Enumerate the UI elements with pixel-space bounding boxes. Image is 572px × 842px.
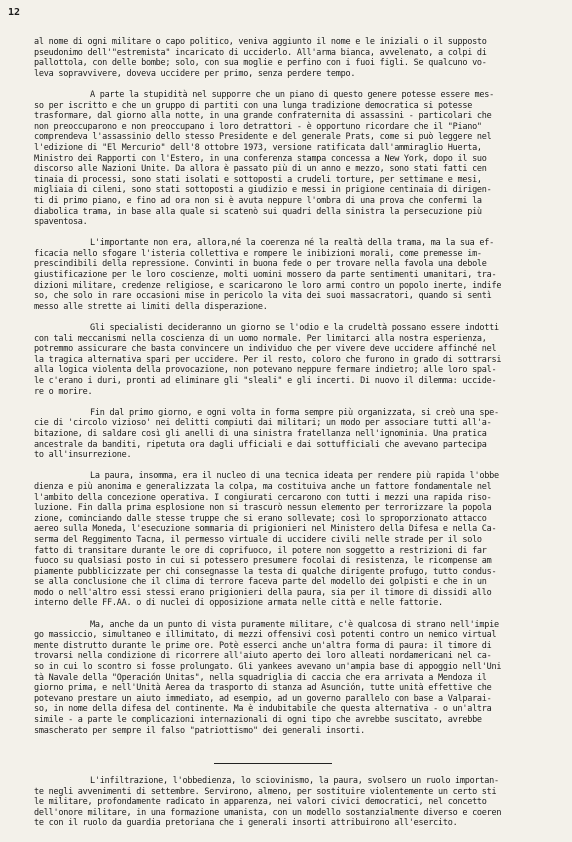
- text-line: messo alle strette ai limiti della disperazione.: [34, 301, 268, 312]
- text-line: so in cui lo scontro si fosse prolungato. Gli yankees avevano un'ampia base di appoggio nell'Uni: [34, 662, 502, 673]
- text-line: trovarsi nella condizione di ricorrere all'aiuto aperto dei loro alleati nordamericani nel ca-: [34, 651, 492, 662]
- text-line: piamente pubblicizzate per chi consegnasse la testa di qualche dirigente profugo, tutto condus-: [34, 566, 497, 577]
- paragraph: [34, 238, 550, 312]
- text-line: cie di 'circolo vizioso' nei delitti compiuti dai militari; un modo per associare tutti all'a-: [34, 418, 492, 429]
- text-line: mente distrutto durante le prime ore. Potè esserci anche un'altra forma di paura: il timore di: [34, 640, 492, 651]
- text-line: smascherato per sempre il falso "patriottismo" dei generali insorti.: [34, 725, 365, 736]
- text-line: fatto di transitare durante le ore di coprifuoco, il potere non soggetto a restrizioni di far: [34, 545, 487, 556]
- paragraph: [34, 37, 550, 79]
- paragraph: [34, 408, 550, 461]
- paragraph: [34, 620, 550, 737]
- text-line: so, in nome della difesa del continente. Ma è indubitabile che questa alternativa - o un'altra: [34, 704, 492, 715]
- text-line: giustificazione per le loro coscienze, molti uomini mossero da parte sentimenti umanitari, tra-: [34, 270, 497, 281]
- text-line: dizioni militare, credenze religiose, e scaricarono le loro armi contro un popolo inerte, indife: [34, 280, 502, 291]
- text-line: interno delle FF.AA. o di nuclei di opposizione armata nelle città e nelle fattorie.: [34, 598, 443, 609]
- paragraph: [34, 471, 550, 609]
- paragraph-gap: [34, 461, 550, 472]
- text-line: le c'erano i duri, pronti ad eliminare gli "sleali" e gli incerti. Di nuovo il dilemma: uccide-: [34, 376, 497, 386]
- text-line: dell'onore militare, in una formazione umanista, con un modello sostanzialmente diverso e coeren: [34, 807, 502, 818]
- text-line: simile - a parte le complicazioni internazionali di ogni tipo che avrebbe suscitato, avrebbe: [34, 715, 482, 725]
- page-number: 12: [8, 7, 21, 18]
- text-line: l'ambito della concezione operativa. I congiurati cercarono con tutti i mezzi una rapida riso-: [34, 492, 492, 503]
- text-line: dienza e più anonima e generalizzata la colpa, ma costituiva anche un fattore fondamentale nel: [34, 481, 492, 492]
- text-line: pseudonimo dell'"estremista" incaricato di ucciderlo. All'arma bianca, avvelenato, a colpi di: [34, 47, 487, 58]
- text-line: bitazione, di saldare così gli anelli di una sinistra fratellanza nell'ignominia. Una pratica: [34, 428, 487, 439]
- text-line: al nome di ogni militare o capo politico, veniva aggiunto il nome e le iniziali o il supposto: [34, 37, 487, 47]
- text-line: te con il ruolo da guardia pretoriana che i generali insorti attribuirono all'esercito.: [34, 818, 458, 829]
- paragraph: [34, 90, 550, 228]
- text-line: re o morire.: [34, 386, 93, 397]
- text-line: so, che solo in rare occasioni mise in pericolo la vita dei suoi massacratori, quando si sentì: [34, 291, 492, 302]
- text-line: spaventosa.: [34, 217, 88, 228]
- text-line: Ministro dei Rapporti con l'Estero, in una conferenza stampa concessa a New York, dopo il suo: [34, 153, 487, 164]
- text-line: Ma, anche da un punto di vista puramente militare, c'è qualcosa di strano nell'impie: [90, 619, 499, 630]
- text-line: tinaia di processi, sono stati isolati e sottoposti a crudeli torture, per settimane e mesi,: [34, 174, 482, 185]
- text-line: A parte la stupidità nel supporre che un piano di questo genere potesse essere mes-: [90, 89, 494, 100]
- text-line: te negli avvenimenti di settembre. Servirono, almeno, per sostituire violentemente un certo sti: [34, 786, 497, 797]
- text-line: comprendeva l'assassinio dello stesso Presidente e del generale Prats, come si può leggere nel: [34, 132, 492, 143]
- text-line: Gli specialisti decideranno un giorno se l'odio e la crudeltà possano essere indotti: [90, 323, 499, 334]
- text-line: luzione. Fin dalla prima esplosione non si trascurò nessun elemento per terrorizzare la popola: [34, 503, 492, 514]
- paragraph: [34, 323, 550, 397]
- text-line: L'infiltrazione, l'obbedienza, lo sciovinismo, la paura, svolsero un ruolo importan-: [90, 776, 499, 786]
- text-line: prescindibili della repressione. Convinti in buona fede o per trovare nella favola una debole: [34, 259, 487, 270]
- text-line: discorso alle Nazioni Unite. Da allora è passato più di un anno e mezzo, sono stati fatti cen: [34, 164, 487, 175]
- text-line: fuoco su qualsiasi posto in cui si potessero presumere focolai di resistenza, le ricompense am: [34, 556, 492, 567]
- text-line: to all'insurrezione.: [34, 450, 132, 461]
- text-line: potremmo assicurare che basta convincere un individuo che per vivere deve uccidere affinché nel: [34, 344, 497, 355]
- text-line: ti di primo piano, e fino ad ora non si è avuta neppure l'ombra di una prova che confermi la: [34, 195, 482, 206]
- text-line: alla logica violenta della provocazione, non potevano neppure fermare indietro; alle loro spal-: [34, 365, 497, 376]
- paragraph-gap: [34, 79, 550, 90]
- text-line: pallottola, con delle bombe; solo, con sua moglie e perfino con i fuoi figli. Se qualcuno vo-: [34, 58, 487, 69]
- text-line: la tragica alternativa spari per uccidere. Per il resto, coloro che furono in grado di sottrarsi: [34, 354, 502, 365]
- text-line: so per iscritto e che un gruppo di partiti con una lunga tradizione democratica si potesse: [34, 100, 473, 111]
- paragraph-gap: [34, 228, 550, 239]
- final-paragraph: [34, 776, 550, 829]
- text-line: L'importante non era, allora,né la coerenza né la realtà della trama, ma la sua ef-: [90, 238, 494, 249]
- paragraph-gap: [34, 609, 550, 620]
- body-text: [34, 37, 550, 736]
- text-line: go massiccio, simultaneo e illimitato, di mezzi offensivi così potenti contro un nemico virtual: [34, 630, 497, 641]
- text-line: ancestrale da banditi, ripetuta ora dagli ufficiali e dai sottufficiali che avevano partecipa: [34, 439, 487, 450]
- text-line: trasformare, dal giorno alla notte, in una grande confraternita di assassini - particolari che: [34, 111, 492, 122]
- paragraph-gap: [34, 397, 550, 408]
- text-line: non preoccuparono e non preoccupano i loro detrattori - è opportuno ricordare che il "Piano": [34, 121, 482, 132]
- text-line: con tali meccanismi nella coscienza di un uomo normale. Per limitarci alla nostra esperienza,: [34, 333, 487, 344]
- paragraph-gap: [34, 312, 550, 323]
- text-line: serma del Reggimento Tacna, il permesso virtuale di uccidere civili nelle strade per il solo: [34, 534, 482, 545]
- text-line: zione, cominciando dalle stesse truppe che si erano sollevate; così lo sproporzionato attacco: [34, 513, 487, 524]
- text-line: tà Navale della "Operación Unitas", nella squadriglia di caccia che era arrivata a Mendoza il: [34, 672, 487, 683]
- text-line: le militare, profondamente radicato in apparenza, nei valori civici democratici, nel concetto: [34, 797, 487, 808]
- text-line: modo o nell'altro essi stessi erano prigionieri della paura, sia per il timore di dissidi allo: [34, 587, 492, 598]
- text-line: diabolica trama, in base alla quale si scatenò sui quadri della sinistra la persecuzione più: [34, 206, 482, 217]
- text-line: ficacia nello sfogare l'isteria collettiva e rompere le inibizioni morali, come premesse im-: [34, 248, 482, 259]
- text-line: migliaia di cileni, sono stati sottoposti a giudizio e messi in prigione centinaia di dirigen-: [34, 185, 492, 196]
- text-line: l'edizione di "El Mercurio" dell'8 ottobre 1973, versione ratificata dall'ammiraglio Huerta,: [34, 142, 482, 153]
- text-line: potevano prestare un aiuto immediato, ad esempio, ad un governo parallelo con base a Valparai-: [34, 693, 492, 704]
- text-line: aereo sulla Moneda, l'esecuzione sommaria di prigionieri nel Ministero della Difesa e nella Ca-: [34, 524, 497, 535]
- text-line: se alla conclusione che il clima di terrore faceva parte del modello dei golpisti e che in un: [34, 577, 487, 588]
- text-line: leva sopravvivere, doveva uccidere per primo, senza perdere tempo.: [34, 68, 356, 79]
- text-line: La paura, insomma, era il nucleo di una tecnica ideata per rendere più rapida l'obbe: [90, 471, 499, 482]
- section-divider: [214, 763, 332, 764]
- text-line: giorno prima, e nell'Unità Aerea da trasporto di stanza ad Asunción, tutte unità effettive che: [34, 683, 492, 694]
- text-line: Fin dal primo giorno, e ogni volta in forma sempre più organizzata, si creò una spe-: [90, 407, 499, 418]
